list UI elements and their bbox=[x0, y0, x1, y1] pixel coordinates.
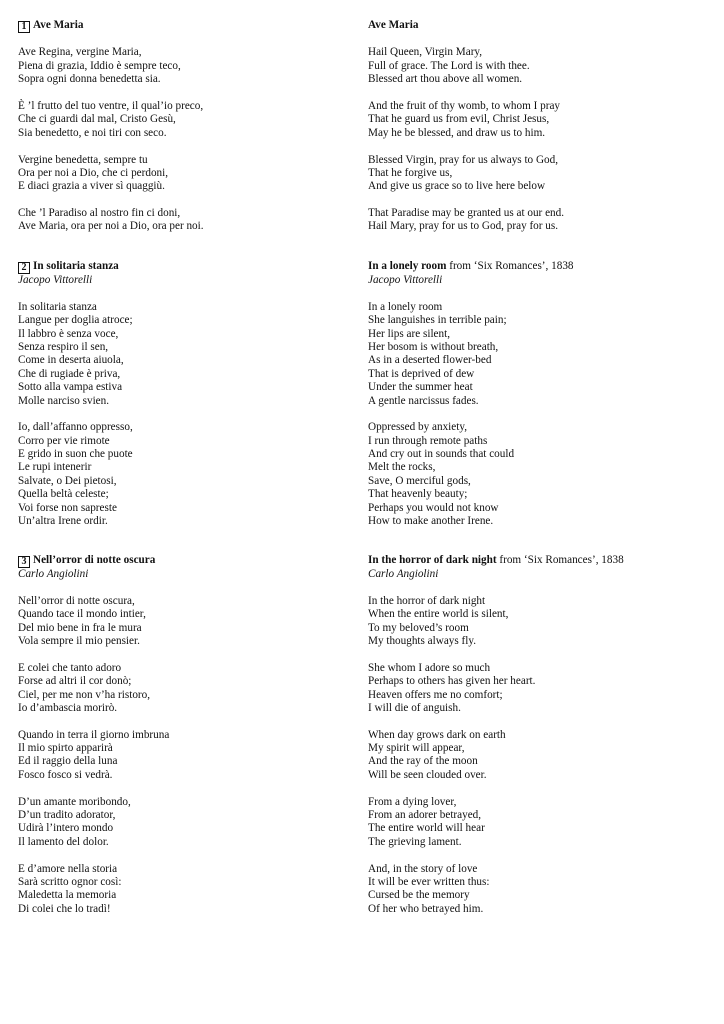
verse-line: È ’l frutto del tuo ventre, il qual’io preco, bbox=[18, 99, 204, 112]
verse-line: E colei che tanto adoro bbox=[18, 661, 122, 674]
stanza bbox=[368, 863, 708, 917]
verse-line: Fosco fosco si vedrà. bbox=[18, 768, 113, 781]
verse-line: Maledetta la memoria bbox=[18, 889, 117, 902]
verse-line: Il labbro è senza voce, bbox=[18, 327, 119, 340]
verse-line: Del mio bene in fra le mura bbox=[18, 621, 142, 634]
verse-line: Salvate, o Dei pietosi, bbox=[18, 474, 117, 487]
stanza bbox=[368, 207, 708, 234]
song-source: from ‘Six Romances’, 1838 bbox=[449, 260, 574, 272]
verse-line: In the horror of dark night bbox=[368, 594, 486, 607]
verse-line: Il mio spirto apparirà bbox=[18, 742, 113, 755]
song-heading bbox=[368, 19, 708, 33]
song-title: Ave Maria bbox=[33, 19, 84, 31]
verse-line: That is deprived of dew bbox=[368, 367, 475, 380]
verse-line: It will be ever written thus: bbox=[368, 875, 490, 888]
song-heading bbox=[368, 554, 708, 568]
verse-line: Vola sempre il mio pensier. bbox=[18, 634, 140, 647]
verse-line: From a dying lover, bbox=[368, 795, 457, 808]
verse-line: Blessed art thou above all women. bbox=[368, 73, 523, 86]
stanza bbox=[18, 595, 358, 649]
song-number-box: 2 bbox=[18, 262, 30, 274]
verse-line: Her lips are silent, bbox=[368, 327, 451, 340]
song-1-english bbox=[368, 19, 708, 234]
song-title: In a lonely room bbox=[368, 260, 447, 272]
stanza bbox=[18, 154, 358, 194]
verse-line: My spirit will appear, bbox=[368, 742, 465, 755]
stanza bbox=[18, 100, 358, 140]
stanza bbox=[368, 729, 708, 783]
verse-line: Ora per noi a Dio, che ci perdoni, bbox=[18, 166, 169, 179]
stanza bbox=[18, 46, 358, 86]
verse-line: Blessed Virgin, pray for us always to God, bbox=[368, 153, 559, 166]
song-2-italian bbox=[18, 260, 358, 528]
verse-line: To my beloved’s room bbox=[368, 621, 469, 634]
verse-line: Ave Regina, vergine Maria, bbox=[18, 46, 142, 59]
song-author: Carlo Angiolini bbox=[18, 568, 89, 580]
verse-line: Forse ad altri il cor donò; bbox=[18, 675, 132, 688]
verse-line: Sia benedetto, e noi tiri con seco. bbox=[18, 126, 167, 139]
verse-line: Piena di grazia, Iddio è sempre teco, bbox=[18, 59, 181, 72]
verse-line: In solitaria stanza bbox=[18, 300, 97, 313]
song-heading bbox=[18, 260, 358, 274]
verse-line: And give us grace so to live here below bbox=[368, 180, 546, 193]
verse-line: Of her who betrayed him. bbox=[368, 902, 484, 915]
song-number-box: 1 bbox=[18, 21, 30, 33]
verse-line: And the fruit of thy womb, to whom I pray bbox=[368, 99, 561, 112]
verse-line: I run through remote paths bbox=[368, 434, 488, 447]
verse-line: And the ray of the moon bbox=[368, 755, 478, 768]
verse-line: Che ’l Paradiso al nostro fin ci doni, bbox=[18, 207, 181, 220]
verse-line: E grido in suon che puote bbox=[18, 448, 133, 461]
verse-line: As in a deserted flower-bed bbox=[368, 354, 492, 367]
verse-line: Quando tace il mondo intier, bbox=[18, 608, 146, 621]
verse-line: She whom I adore so much bbox=[368, 661, 491, 674]
verse-line: That Paradise may be granted us at our end. bbox=[368, 207, 565, 220]
verse-line: Ave Maria, ora per noi a Dio, ora per noi. bbox=[18, 220, 204, 233]
verse-line: That he forgive us, bbox=[368, 166, 453, 179]
verse-line: D’un amante moribondo, bbox=[18, 795, 131, 808]
verse-line: E d’amore nella storia bbox=[18, 862, 118, 875]
song-author: Carlo Angiolini bbox=[368, 568, 439, 580]
verse-line: The entire world will hear bbox=[368, 822, 485, 835]
verse-line: Un’altra Irene ordir. bbox=[18, 515, 108, 528]
verse-line: And cry out in sounds that could bbox=[368, 448, 515, 461]
stanza bbox=[368, 100, 708, 140]
stanza bbox=[18, 729, 358, 783]
verse-line: Cursed be the memory bbox=[368, 889, 470, 902]
song-heading bbox=[18, 554, 358, 568]
verse-line: Che di rugiade è priva, bbox=[18, 367, 121, 380]
verse-line: Perhaps you would not know bbox=[368, 501, 499, 514]
verse-line: Corro per vie rimote bbox=[18, 434, 110, 447]
song-title: In solitaria stanza bbox=[33, 260, 119, 272]
verse-line: Hail Queen, Virgin Mary, bbox=[368, 46, 483, 59]
verse-line: Full of grace. The Lord is with thee. bbox=[368, 59, 530, 72]
verse-line: Il lamento del dolor. bbox=[18, 835, 109, 848]
verse-line: A gentle narcissus fades. bbox=[368, 394, 479, 407]
verse-line: Io, dall’affanno oppresso, bbox=[18, 421, 133, 434]
verse-line: Sopra ogni donna benedetta sia. bbox=[18, 73, 161, 86]
verse-line: From an adorer betrayed, bbox=[368, 809, 482, 822]
verse-line: Le rupi intenerir bbox=[18, 461, 92, 474]
stanza bbox=[368, 595, 708, 649]
stanza bbox=[368, 154, 708, 194]
stanza bbox=[368, 46, 708, 86]
verse-line: That he guard us from evil, Christ Jesus, bbox=[368, 113, 550, 126]
verse-line: Quando in terra il giorno imbruna bbox=[18, 728, 170, 741]
verse-line: Heaven offers me no comfort; bbox=[368, 688, 503, 701]
stanza bbox=[18, 421, 358, 528]
verse-line: Senza respiro il sen, bbox=[18, 340, 109, 353]
verse-line: Quella beltà celeste; bbox=[18, 488, 109, 501]
song-title: Nell’orror di notte oscura bbox=[33, 554, 156, 566]
verse-line: Will be seen clouded over. bbox=[368, 768, 487, 781]
verse-line: Oppressed by anxiety, bbox=[368, 421, 468, 434]
verse-line: Perhaps to others has given her heart. bbox=[368, 675, 536, 688]
stanza bbox=[368, 421, 708, 528]
verse-line: In a lonely room bbox=[368, 300, 443, 313]
song-3-italian bbox=[18, 554, 358, 916]
verse-line: Di colei che lo tradì! bbox=[18, 902, 111, 915]
verse-line: I will die of anguish. bbox=[368, 701, 461, 714]
verse-line: Langue per doglia atroce; bbox=[18, 314, 133, 327]
song-heading bbox=[18, 19, 358, 33]
stanza bbox=[368, 301, 708, 408]
verse-line: She languishes in terrible pain; bbox=[368, 314, 507, 327]
verse-line: Melt the rocks, bbox=[368, 461, 436, 474]
verse-line: Under the summer heat bbox=[368, 381, 473, 394]
verse-line: Che ci guardi dal mal, Cristo Gesù, bbox=[18, 113, 176, 126]
stanza bbox=[18, 863, 358, 917]
verse-line: Molle narciso svien. bbox=[18, 394, 110, 407]
song-title: Ave Maria bbox=[368, 19, 419, 31]
verse-line: When day grows dark on earth bbox=[368, 728, 506, 741]
verse-line: The grieving lament. bbox=[368, 835, 462, 848]
verse-line: My thoughts always fly. bbox=[368, 634, 477, 647]
song-title: In the horror of dark night bbox=[368, 554, 497, 566]
verse-line: D’un tradito adorator, bbox=[18, 809, 116, 822]
verse-line: Udirà l’intero mondo bbox=[18, 822, 114, 835]
stanza bbox=[18, 796, 358, 850]
song-source: from ‘Six Romances’, 1838 bbox=[499, 554, 624, 566]
verse-line: Her bosom is without breath, bbox=[368, 340, 499, 353]
stanza bbox=[368, 796, 708, 850]
verse-line: May he be blessed, and draw us to him. bbox=[368, 126, 546, 139]
song-3-english bbox=[368, 554, 708, 916]
stanza bbox=[368, 662, 708, 716]
verse-line: That heavenly beauty; bbox=[368, 488, 468, 501]
stanza bbox=[18, 207, 358, 234]
verse-line: Hail Mary, pray for us to God, pray for us. bbox=[368, 220, 559, 233]
verse-line: Ciel, per me non v’ha ristoro, bbox=[18, 688, 151, 701]
verse-line: And, in the story of love bbox=[368, 862, 478, 875]
verse-line: Sarà scritto ognor così: bbox=[18, 875, 122, 888]
verse-line: Come in deserta aiuola, bbox=[18, 354, 124, 367]
verse-line: How to make another Irene. bbox=[368, 515, 494, 528]
verse-line: Sotto alla vampa estiva bbox=[18, 381, 123, 394]
song-1-italian bbox=[18, 19, 358, 234]
song-number-box: 3 bbox=[18, 556, 30, 568]
verse-line: Voi forse non sapreste bbox=[18, 501, 117, 514]
verse-line: When the entire world is silent, bbox=[368, 608, 509, 621]
verse-line: Vergine benedetta, sempre tu bbox=[18, 153, 148, 166]
song-author: Jacopo Vittorelli bbox=[368, 274, 443, 286]
verse-line: Save, O merciful gods, bbox=[368, 474, 471, 487]
verse-line: Ed il raggio della luna bbox=[18, 755, 118, 768]
verse-line: E diaci grazia a viver sì quaggiù. bbox=[18, 180, 165, 193]
song-2-english bbox=[368, 260, 708, 528]
verse-line: Nell’orror di notte oscura, bbox=[18, 594, 135, 607]
song-author: Jacopo Vittorelli bbox=[18, 274, 93, 286]
song-heading bbox=[368, 260, 708, 274]
stanza bbox=[18, 301, 358, 408]
verse-line: Io d’ambascia morirò. bbox=[18, 701, 118, 714]
stanza bbox=[18, 662, 358, 716]
